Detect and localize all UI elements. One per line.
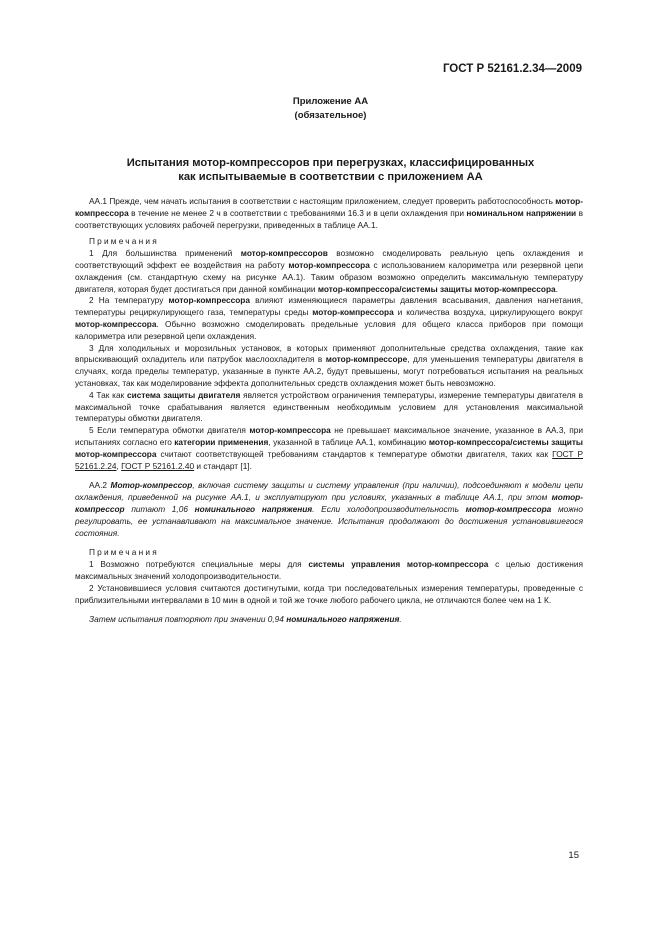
term: мотор-компрессора/системы защиты мотор-компрессора xyxy=(317,283,556,294)
note-2 xyxy=(75,295,583,342)
text: 3 Для холодильных и морозильных установок, в которых применяют дополнительные средства охлаждения, такие как впрыскивающий охладитель или патрубок маслоохладителя в xyxy=(75,342,583,365)
text: является устройством ограничения температуры, измерение температуры двигателя в максимальной точке срабатывания является единственным необходимым условием для установления максимальной температуры обмотки двигателя. xyxy=(75,389,583,424)
text: и стандарт [1]. xyxy=(194,460,252,471)
paragraph-aa2 xyxy=(75,480,583,539)
page-number: 15 xyxy=(568,850,579,861)
note-2-1 xyxy=(75,559,583,583)
standard-link-52161-2-40[interactable]: ГОСТ Р 52161.2.40 xyxy=(121,460,195,471)
text: . Обычно возможно смоделировать предельные условия для общего класса приборов при помощи калориметра или резервной цепи охлаждения. xyxy=(75,318,583,341)
text: 2 На температуру xyxy=(89,295,169,306)
standard-link-52161-2-24[interactable]: ГОСТ Р 52161.2.24 xyxy=(75,448,583,471)
text: в течение не менее 2 ч в соответствии с требованиями 16.3 и в цепи охлаждения при xyxy=(128,207,467,218)
text: АА.1 Прежде, чем начать испытания в соответствии с настоящим приложением, следует проверить работоспособность xyxy=(89,196,556,206)
term: мотор-компрессор xyxy=(75,492,583,514)
term: мотор-компрессора xyxy=(168,295,250,306)
text: , для уменьшения температуры двигателя в случаях, когда пределы температур, указанные в пункте АА.2, будут превышены, могут потребоваться испытания на реальных установках, так как моделирование эффекта дополнительных средств охлаждения может быть невозможно. xyxy=(75,354,584,388)
final-paragraph xyxy=(75,614,583,626)
term: мотор-компрессора/системы защиты мотор-компрессора xyxy=(75,436,584,459)
document-body xyxy=(75,196,583,626)
text: 5 Если температура обмотки двигателя xyxy=(89,425,250,436)
term: категории применения xyxy=(174,436,269,447)
term: мотор-компрессора xyxy=(75,196,583,218)
term: мотор-компрессора xyxy=(75,318,157,329)
text: в соответствующих условиях рабочей перегрузки, приведенных в таблице АА.1. xyxy=(75,207,583,230)
term: мотор-компрессора xyxy=(249,425,331,436)
text: . xyxy=(555,283,558,294)
text: влияют изменяющиеся параметры давления всасывания, давления нагнетания, температуры рециркулирующего газа, температуры среды xyxy=(75,295,583,318)
appendix-title: Приложение АА xyxy=(292,96,369,107)
appendix-heading xyxy=(0,95,661,123)
text: 4 Так как xyxy=(89,389,127,400)
text: считают соответствующей требованиям стандартов к температуре обмотки двигателя, таких как xyxy=(156,448,553,459)
text: , указанной в таблице АА.1, комбинацию xyxy=(268,436,429,447)
text: 1 Возможно потребуются специальные меры для xyxy=(89,559,309,570)
term: системы управления мотор-компрессора xyxy=(308,559,489,570)
text: АА.2 xyxy=(89,480,111,491)
term: Мотор-компрессор xyxy=(110,480,193,491)
text: возможно смоделировать реальную цепь охлаждения и соответствующий эффект ее воздействия на работу xyxy=(75,248,583,270)
text: с целью достижения максимальных значений холодопроизводительности. xyxy=(75,559,583,581)
text: Затем испытания повторяют при значении 0,94 xyxy=(89,614,287,625)
note-5 xyxy=(75,425,583,472)
term: номинального напряжения xyxy=(194,503,313,514)
text: . Если холодопроизводительность xyxy=(312,503,466,514)
term: мотор-компрессора xyxy=(465,503,552,514)
section-title-line-1: Испытания мотор-компрессоров при перегрузках, классифицированных xyxy=(126,157,535,169)
notes-heading: Примечания xyxy=(89,236,159,247)
note-2-2 xyxy=(75,583,583,607)
notes-heading-2: Примечания xyxy=(89,547,159,558)
note-3 xyxy=(75,343,583,390)
section-title-line-2: как испытываемые в соответствии с приложением АА xyxy=(178,171,483,183)
term: мотор-компрессоров xyxy=(240,248,328,259)
note-4 xyxy=(75,390,583,425)
text: . xyxy=(399,614,402,625)
text: можно регулировать, ее устанавливают на максимальное значение. Испытания продолжают до достижения установившегося состояния. xyxy=(75,503,583,538)
text: , xyxy=(116,460,122,471)
text: 2 Установившиеся условия считаются достигнутыми, когда три последовательных измерения температуры, проведенные с приблизительными интервалами в 10 мин в одной и той же точке любого рабочего цикла, не отличаются более чем на 1 К. xyxy=(75,582,583,605)
text: , включая систему защиты и систему управления (при наличии), подсоединяют к модели цепи охлаждения, приведенной на рисунке АА.1, и эксплуатируют при условиях, указанных в таблице АА.1, при этом xyxy=(75,480,584,503)
appendix-status: (обязательное) xyxy=(294,110,367,121)
text: не превышает максимальное значение, указанное в АА.3, при испытаниях согласно его xyxy=(75,425,584,447)
document-code: ГОСТ Р 52161.2.34—2009 xyxy=(442,63,582,75)
note-1 xyxy=(75,248,583,295)
text: питают 1,06 xyxy=(124,503,195,514)
term: мотор-компрессоре xyxy=(325,354,408,365)
section-title xyxy=(0,156,661,184)
term: мотор-компрессора xyxy=(312,307,394,318)
term: номинальном напряжении xyxy=(466,207,577,218)
text: и количества воздуха, циркулирующего вокруг xyxy=(393,307,583,318)
text: 1 Для большинства применений xyxy=(89,248,241,259)
text: с использованием калориметра или резервной цепи охлаждения (см. стандартную схему на рисунке АА.1). Таким образом возможно определить максимальную температуру двигателя, которая будет достигаться при данной комбинации xyxy=(75,259,584,294)
term: мотор-компрессора xyxy=(288,259,370,270)
term: система защиты двигателя xyxy=(126,389,241,400)
term: номинального напряжения xyxy=(286,614,400,625)
paragraph-aa1 xyxy=(75,196,583,231)
